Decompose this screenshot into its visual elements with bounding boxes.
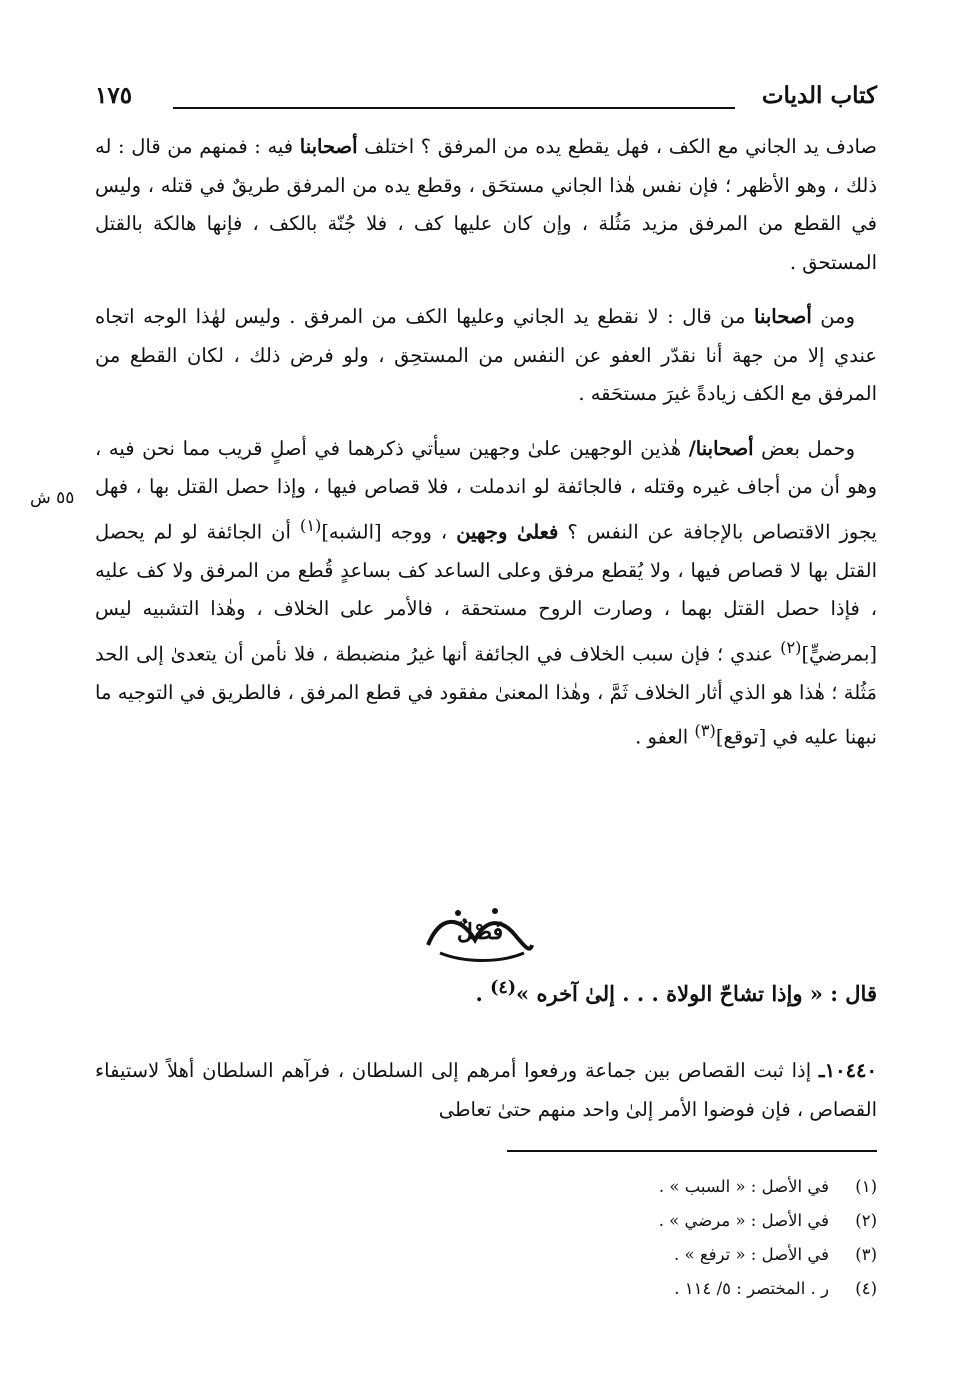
footnote-rule [507, 1150, 877, 1152]
footnote-ref: (١) [299, 515, 322, 535]
numbered-paragraph: ١٠٤٤٠ـ إذا ثبت القصاص بين جماعة ورفعوا أمرهم إلى السلطان ، فرآهم السلطان أهلاً لاستيفاء القصاص ، فإن فوضوا الأمر إلىٰ واحد منهم حتىٰ تعاطى [95, 1059, 877, 1121]
footnote-ref: (٢) [780, 637, 802, 657]
footnote-ref: (٤) [490, 978, 517, 998]
bold-term: فعلىٰ وجهين [456, 520, 559, 543]
fasl-calligraphy-ornament [420, 905, 540, 965]
bold-term: أصحابنا/ [688, 436, 754, 460]
section-heading: قال : « وإذا تشاحّ الولاة . . . إلىٰ آخره »$^{(٤)}$ . [475, 978, 877, 1006]
paragraph-number: ١٠٤٤٠ـ [818, 1059, 877, 1082]
bold-term: أصحابنا [299, 135, 358, 158]
margin-note: ٥٥ ش [30, 488, 75, 508]
fasl-label: فَصْلٌ [456, 919, 504, 945]
footnote-item: (١) في الأصل : « السبب » . [658, 1177, 877, 1196]
footnote-ref: (٣) [694, 721, 716, 740]
paragraph-1: صادف يد الجاني مع الكف ، فهل يقطع يده من المرفق ؟ اختلف أصحابنا فيه : فمنهم من قال : له ذلك ، وهو الأظهر ؛ فإن نفس هٰذا الجاني مستحَق ، وقطع يده من المرفق طريقٌ في قتله ، وليس في القطع من المرفق مزيد مَثُلة ، وإن كان عليها كف ، فلا جُنّة بالكف ، فإنها هالكة بالقتل المستحق . [95, 135, 877, 274]
footnote-item: (٣) في الأصل : « ترفع » . [674, 1245, 877, 1264]
running-header [95, 82, 877, 122]
header-rule [173, 107, 735, 109]
footnotes [659, 1170, 877, 1306]
paragraph-2: ومن أصحابنا من قال : لا نقطع يد الجاني وعليها الكف من المرفق . وليس لهٰذا الوجه اتجاه عندي إلا من جهة أنا نقدّر العفو عن النفس من المستحِق ، ولو فرض ذلك ، لكان القطع من المرفق مع الكف زيادةً غيرَ مستحَقه . [95, 305, 877, 405]
footnote-item: (٢) في الأصل : « مرضي » . [658, 1211, 877, 1230]
page-number: ١٧٥ [95, 82, 133, 109]
bold-term: أصحابنا [754, 305, 812, 328]
main-text [95, 128, 877, 773]
chapter-title: كتاب الديات [761, 82, 877, 109]
paragraph-3: وحمل بعض أصحابنا/ هٰذين الوجهين علىٰ وجهين سيأتي ذكرهما في أصلٍ قريب مما نحن فيه ، وهو أن من أجاف غيره وقتله ، فالجائفة لو اندملت ، فلا قصاص فيها ، وإذا حصل القتل بها ، فهل يجوز الاقتصاص بالإجافة عن النفس ؟ فعلىٰ وجهين ، ووجه [الشبه]$^{(١)}$ أن الجائفة لو لم يحصل القتل بها لا قصاص فيها ، ولا يُقطع مرفق وعلى الساعد كف بساعدٍ قُطع من المرفق ولا كف عليه ، فإذا حصل القتل بهما ، وصارت الروح مستحقة ، فالأمر على الخلاف ، وهٰذا التشبيه ليس [بمرضيٍّ]$^{(٢)}$ عندي ؛ فإن سبب الخلاف في الجائفة أنها غيرُ منضبطة ، فلا نأمن أن يتعدىٰ إلى الحد مَثُلة ؛ هٰذا هو الذي أثار الخلاف ثَمَّ ، وهٰذا المعنىٰ مفقود في قطع المرفق ، فالطريق في التوجيه ما نبهنا عليه في [توقع]$^{(٣)}$ العفو . [95, 436, 877, 749]
footnote-item: (٤) ر . المختصر : ٥/ ١١٤ . [674, 1279, 877, 1298]
